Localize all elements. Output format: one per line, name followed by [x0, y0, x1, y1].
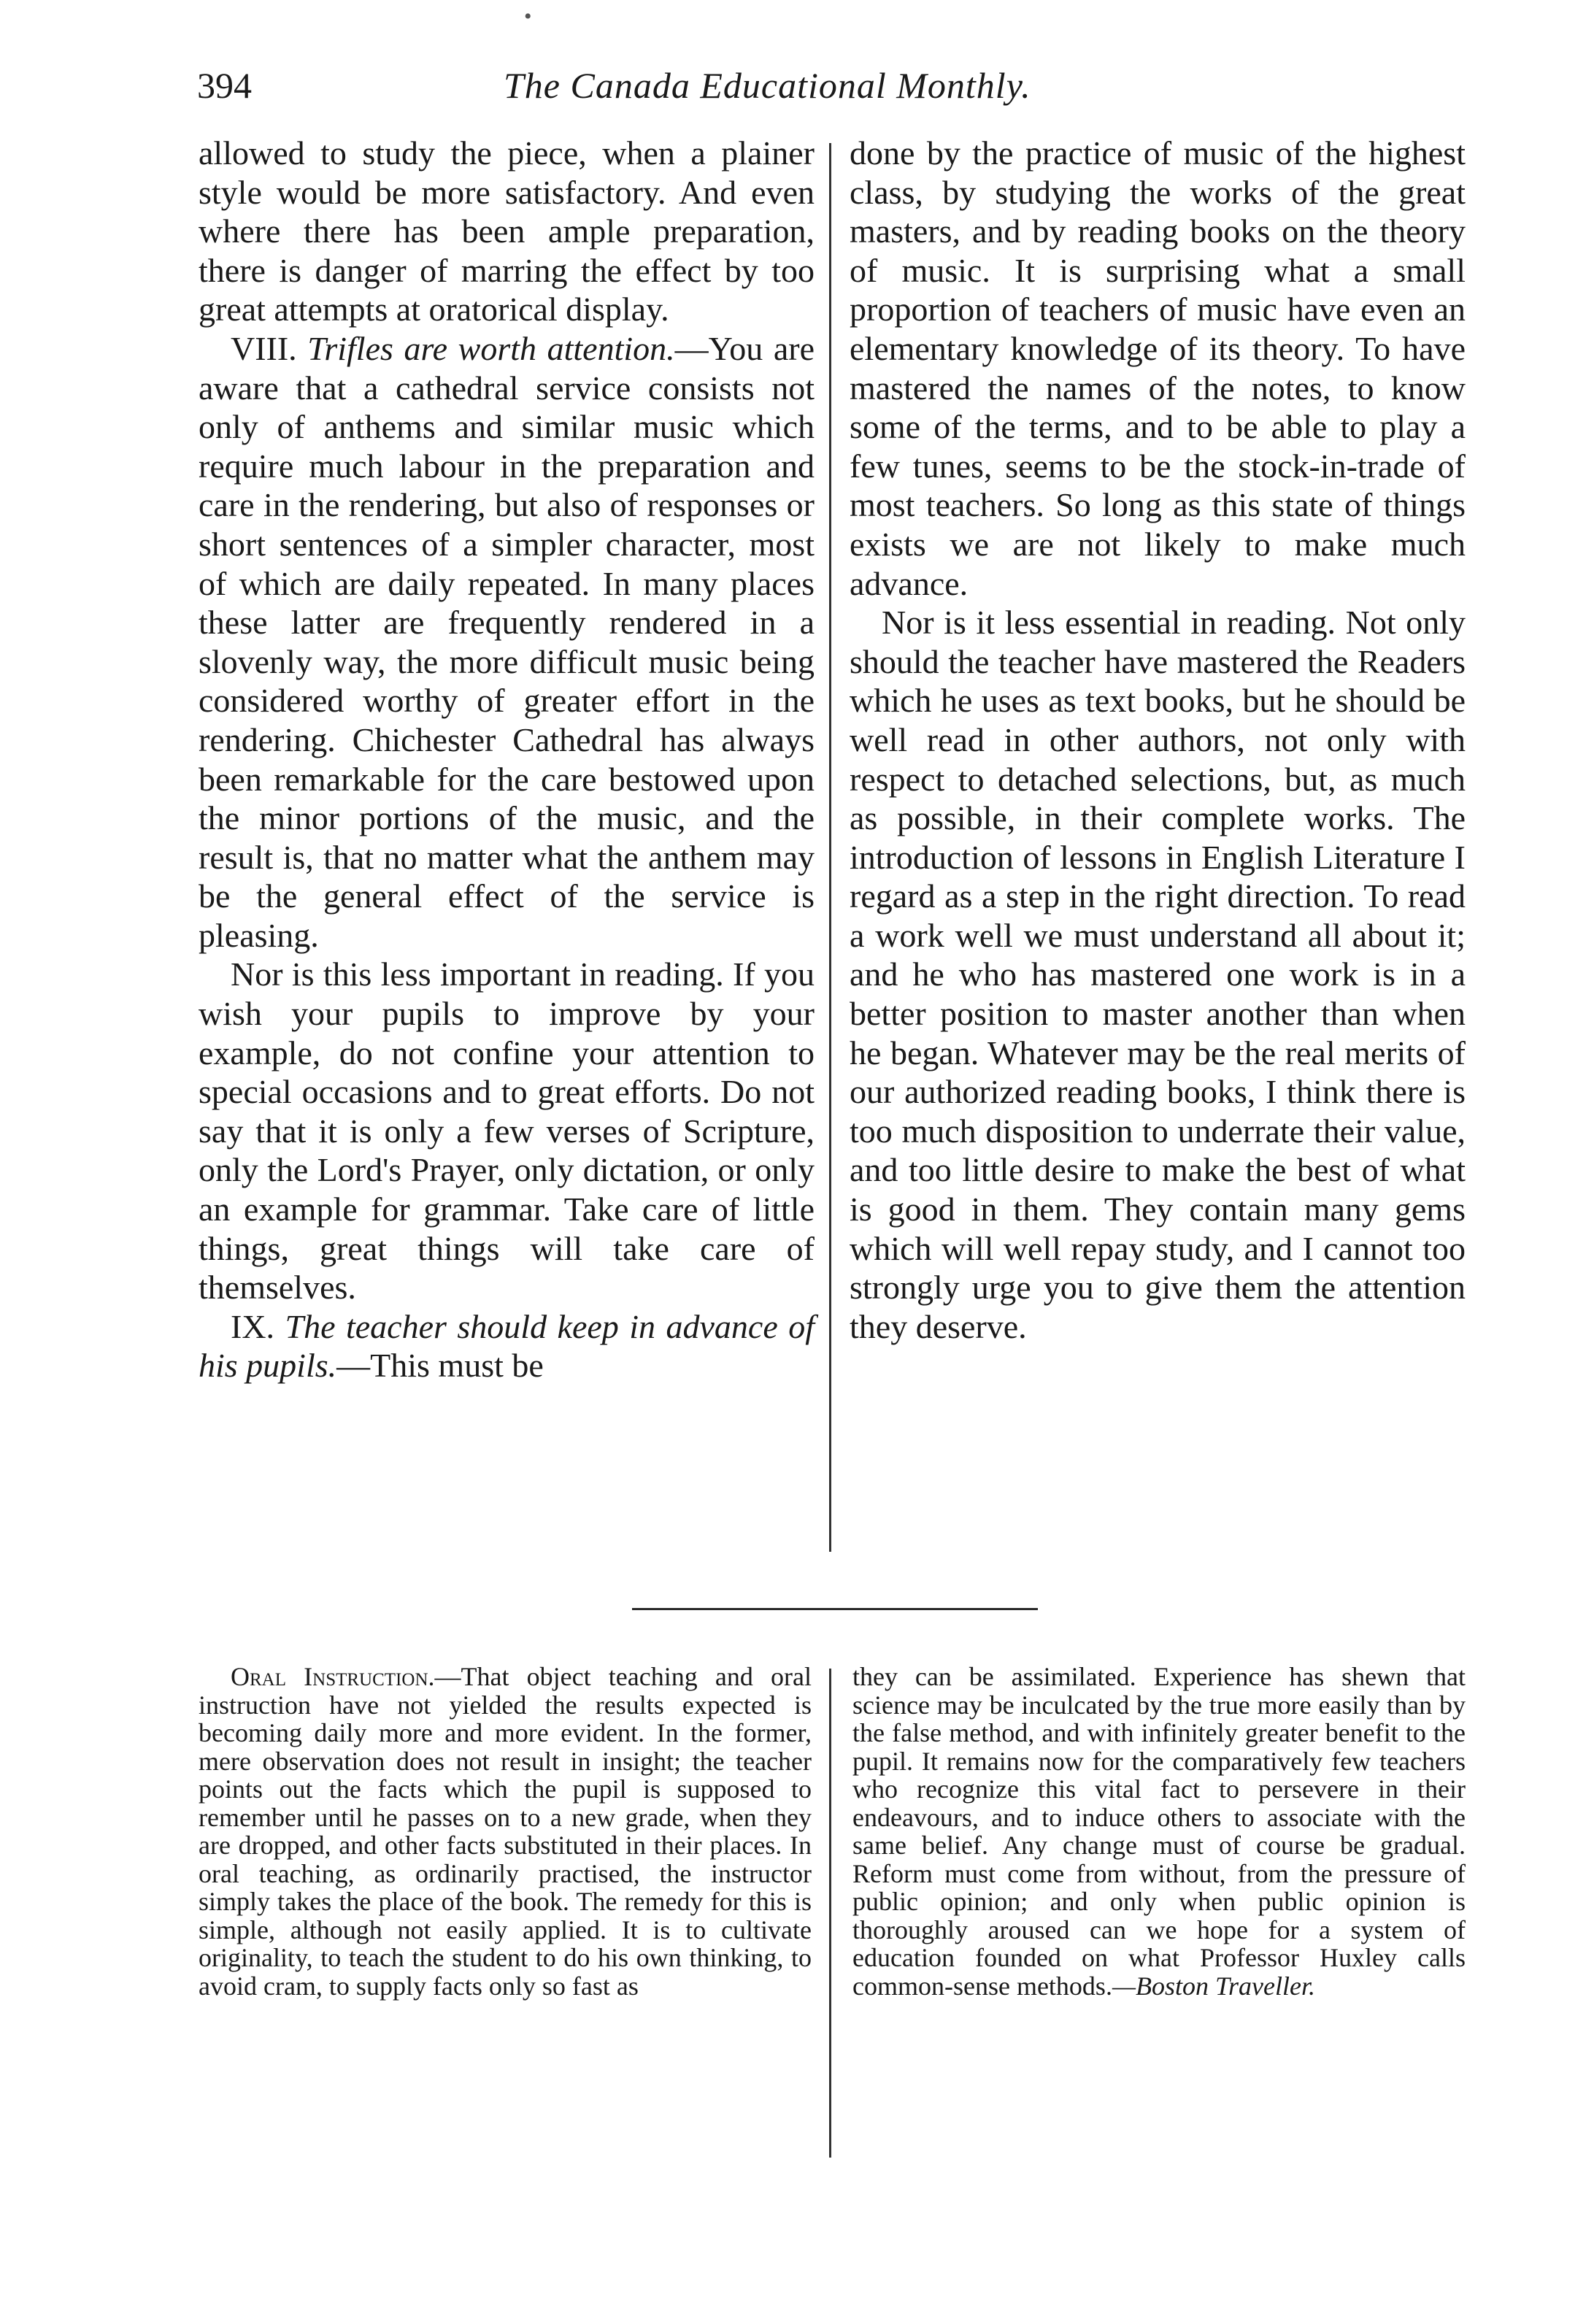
paragraph: done by the practice of music of the highest class, by studying the works of the great masters, and by reading books on the theory of music. It is surprising what a small proportion of teachers of music have even an elementary knowledge of its theory. To have mastered the names of the notes, to know some of the terms, and to be able to play a few tunes, seems to be the stock-in-trade of most teachers. So long as this state of things exists we are not likely to make much advance.: [850, 134, 1466, 602]
main-column-right: [850, 134, 1466, 1346]
section-heading: The teacher should keep in advance of his pupils.: [199, 1307, 815, 1385]
speck-mark: •: [524, 4, 532, 28]
section-text: —This must be: [336, 1347, 544, 1385]
section-numeral: IX.: [231, 1307, 275, 1345]
section-viii: [199, 329, 815, 955]
section-heading: Trifles are worth attention.: [307, 329, 675, 367]
running-title: The Canada Educational Monthly.: [504, 65, 1031, 106]
note-text: —That object teaching and oral instruction have not yielded the results expected is becoming daily more and more evident. In the former, mere observation does not result in insight; the teacher points out the facts which the pupil is supposed to remember until he passes on to a new grade, when they are dropped, and other facts substituted in their places. In oral teaching, as ordinarily practised, the instructor simply takes the place of the book. The remedy for this is simple, although not easily applied. It is to cultivate originality, to teach the student to do his own thinking, to avoid cram, to supply facts only so fast as: [199, 1662, 812, 2001]
page-number: 394: [197, 65, 252, 106]
section-ix: [199, 1307, 815, 1385]
section-divider: [632, 1608, 1038, 1610]
main-column-left: [199, 134, 815, 1385]
section-numeral: VIII.: [231, 329, 297, 367]
note-column-right: [852, 1663, 1466, 2000]
section-text: —You are aware that a cathedral service consists not only of anthems and similar music which require much labour in the preparation and care in the rendering, but also of responses or short sentences of a simpler character, most of which are daily repeated. In many places these latter are frequently rendered in a slovenly way, the more difficult music being considered worthy of greater effort in the rendering. Chichester Cathedral has always been remarkable for the care bestowed upon the minor portions of the music, and the result is, that no matter what the anthem may be the general effect of the service is pleasing.: [199, 329, 815, 954]
note-heading: Oral Instruction.: [231, 1662, 435, 1691]
note-column-left: [199, 1663, 812, 2000]
paragraph: allowed to study the piece, when a plainer style would be more satisfactory. And even where there has been ample preparation, there is danger of marring the effect by too great attempts at oratorical display.: [199, 134, 815, 328]
paragraph: Nor is it less essential in reading. Not only should the teacher have mastered the Readers which he uses as text books, but he should be well read in other authors, not only with respect to detached selections, but, as much as possible, in their complete works. The introduction of lessons in English Literature I regard as a step in the right direction. To read a work well we must understand all about it; and he who has mastered one work is in a better position to master another than when he began. Whatever may be the real merits of our authorized reading books, I think there is too much disposition to underrate their value, and too little desire to make the best of what is good in them. They contain many gems which will well repay study, and I cannot too strongly urge you to give them the attention they deserve.: [850, 604, 1466, 1345]
note-paragraph: [199, 1663, 812, 2000]
note-column-rule: [829, 1669, 831, 2158]
column-rule: [829, 143, 831, 1552]
note-paragraph: [852, 1663, 1466, 2000]
note-text: they can be assimilated. Experience has shewn that science may be inculcated by the true more easily than by the false method, and with infinitely greater benefit to the pupil. It remains now for the comparatively few teachers who recognize this vital fact to persevere in their endeavours, and to induce others to associate with the same belief. Any change must of course be gradual. Reform must come from without, from the pressure of public opinion; and only when public opinion is thoroughly aroused can we hope for a system of education founded on what Professor Huxley calls common-sense methods.: [852, 1662, 1466, 2001]
paragraph: Nor is this less important in reading. If you wish your pupils to improve by your example, do not confine your attention to special occasions and to great efforts. Do not say that it is only a few verses of Scripture, only the Lord's Prayer, only dictation, or only an example for grammar. Take care of little things, great things will take care of themselves.: [199, 955, 815, 1307]
note-source: —Boston Traveller.: [1112, 1971, 1315, 2001]
page-header: [197, 64, 1200, 123]
